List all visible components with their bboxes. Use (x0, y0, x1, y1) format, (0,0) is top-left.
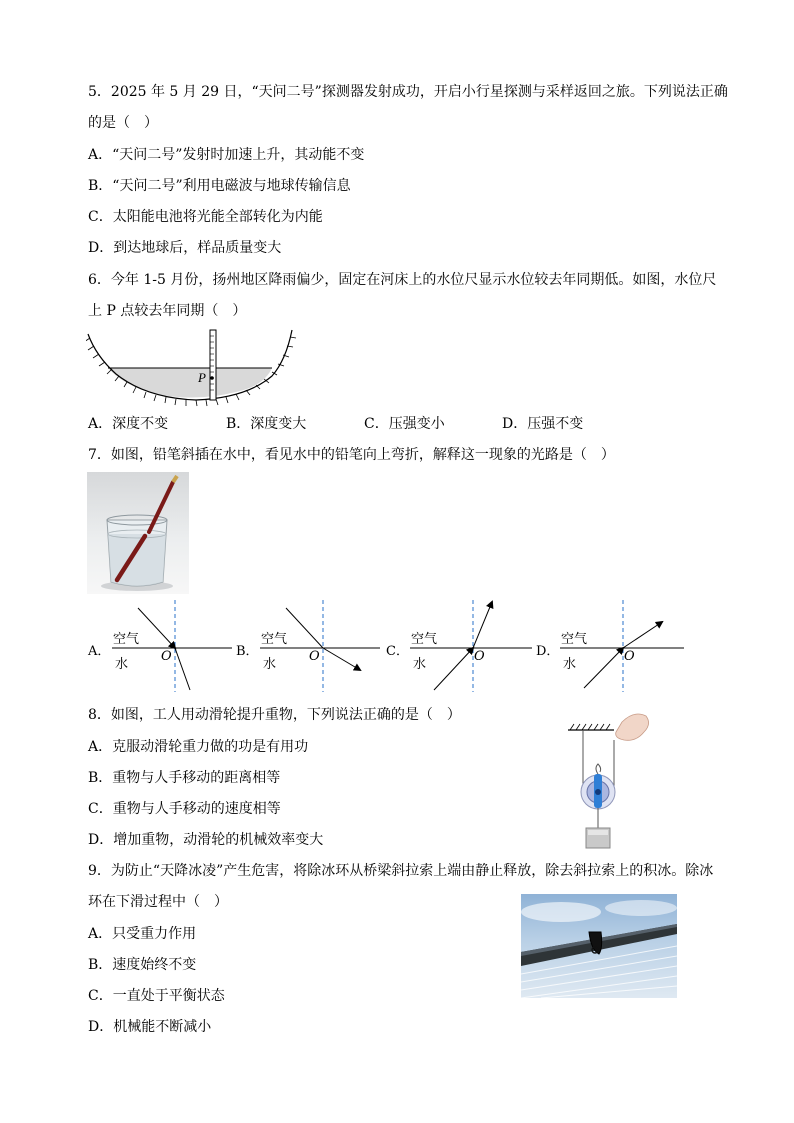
diagram-b-water-label: 水 (263, 657, 277, 672)
q5-stem-line1: 5．2025 年 5 月 29 日，“天问二号”探测器发射成功，开启小行星探测与采样返回之旅。下列说法正确 (88, 84, 728, 100)
q6-option-b: B．深度变大 (226, 416, 307, 432)
q7-stem: 7．如图，铅笔斜插在水中，看见水中的铅笔向上弯折，解释这一现象的光路是（ ） (88, 447, 615, 463)
q6-stem-line2: 上 P 点较去年同期（ ） (88, 303, 247, 319)
diagram-c-origin-label: O (474, 649, 485, 664)
diagram-d-water-label: 水 (563, 657, 577, 672)
q9-option-d: D．机械能不断减小 (88, 1019, 212, 1035)
q5-option-a: A．“天问二号”发射时加速上升，其动能不变 (88, 147, 365, 163)
q9-stem-line2: 环在下滑过程中（ ） (88, 894, 228, 910)
diagram-a-water-label: 水 (115, 657, 129, 672)
diagram-d-letter: D． (536, 644, 560, 659)
diagram-c-air-label: 空气 (411, 632, 438, 647)
q6-option-c: C．压强变小 (364, 416, 445, 432)
q8-option-a: A．克服动滑轮重力做的功是有用功 (88, 739, 309, 755)
q8-option-b: B．重物与人手移动的距离相等 (88, 770, 281, 786)
water-body (108, 368, 272, 398)
diagram-c-water-label: 水 (413, 657, 427, 672)
diagram-a-letter: A． (88, 644, 111, 659)
q5-stem-line2: 的是（ ） (88, 115, 158, 131)
hand (616, 714, 649, 740)
q6-stem-line1: 6．今年 1-5 月份，扬州地区降雨偏少，固定在河床上的水位尺显示水位较去年同期低。如图，水位尺 (88, 272, 717, 288)
pencil-in-water-photo (87, 472, 189, 594)
point-p-marker (210, 376, 214, 380)
deicing-ring-photo (521, 894, 677, 998)
diagram-c-letter: C． (386, 644, 409, 659)
q9-option-b: B．速度始终不变 (88, 957, 197, 973)
diagram-d-origin-label: O (624, 649, 635, 664)
q6-option-a: A．深度不变 (88, 416, 169, 432)
point-p-label: P (198, 370, 206, 385)
q9-stem-line1: 9．为防止“天降冰凌”产生危害，将除冰环从桥梁斜拉索上端由静止释放，除去斜拉索上的积冰。除冰 (88, 863, 714, 879)
diagram-b-air-label: 空气 (261, 632, 288, 647)
diagram-a-origin-label: O (161, 649, 172, 664)
q8-stem: 8．如图，工人用动滑轮提升重物，下列说法正确的是（ ） (88, 707, 461, 723)
riverbed-diagram (86, 326, 298, 408)
diagram-d-air-label: 空气 (561, 632, 588, 647)
diagram-b-origin-label: O (309, 649, 320, 664)
q8-option-c: C．重物与人手移动的速度相等 (88, 801, 281, 817)
q6-option-d: D．压强不变 (502, 416, 584, 432)
water-gauge (210, 330, 216, 400)
q5-option-c: C．太阳能电池将光能全部转化为内能 (88, 209, 323, 225)
q5-option-d: D．到达地球后，样品质量变大 (88, 240, 282, 256)
q8-option-d: D．增加重物，动滑轮的机械效率变大 (88, 832, 324, 848)
q5-option-b: B．“天问二号”利用电磁波与地球传输信息 (88, 178, 351, 194)
q9-option-c: C．一直处于平衡状态 (88, 988, 225, 1004)
q9-option-a: A．只受重力作用 (88, 926, 197, 942)
diagram-a-air-label: 空气 (113, 632, 140, 647)
diagram-b-letter: B． (236, 644, 259, 659)
movable-pulley-figure (564, 708, 664, 854)
